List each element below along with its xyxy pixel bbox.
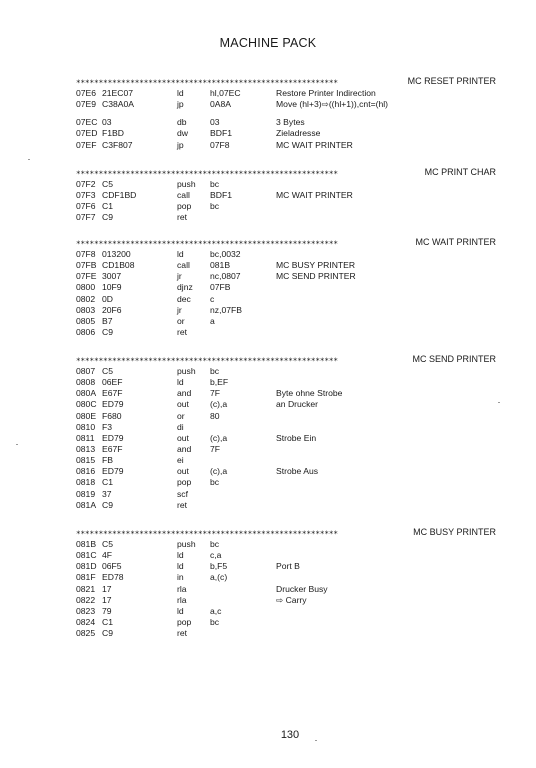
opcode-bytes: C1 bbox=[102, 616, 113, 627]
address: 0821 bbox=[76, 583, 96, 594]
address: 0815 bbox=[76, 455, 96, 466]
address: 081D bbox=[76, 561, 97, 572]
mnemonic: ret bbox=[177, 326, 188, 337]
address: 07F8 bbox=[76, 249, 96, 259]
code-line bbox=[76, 422, 496, 433]
opcode-bytes: 03 bbox=[102, 117, 112, 128]
mnemonic: push bbox=[177, 366, 196, 376]
mnemonic: ret bbox=[177, 212, 188, 223]
code-line bbox=[76, 212, 496, 223]
code-line bbox=[76, 500, 496, 511]
section-header bbox=[76, 236, 496, 249]
code-line bbox=[76, 477, 496, 488]
address: 0807 bbox=[76, 366, 96, 376]
opcode-bytes: CDF1BD bbox=[102, 190, 137, 201]
code-line bbox=[76, 316, 496, 327]
operand: 0A8A bbox=[210, 99, 232, 110]
address: 0805 bbox=[76, 315, 96, 326]
comment: ⇨ Carry bbox=[276, 594, 307, 605]
mnemonic: push bbox=[177, 539, 196, 549]
code-section bbox=[76, 236, 496, 338]
code-line bbox=[76, 366, 496, 377]
operand: c bbox=[210, 293, 215, 304]
opcode-bytes: CD1B08 bbox=[102, 260, 135, 271]
mnemonic: pop bbox=[177, 616, 192, 627]
scan-speck bbox=[16, 444, 18, 445]
opcode-bytes: 17 bbox=[102, 594, 112, 605]
mnemonic: rla bbox=[177, 594, 187, 605]
opcode-bytes: C9 bbox=[102, 212, 113, 223]
code-line bbox=[76, 584, 496, 595]
mnemonic: push bbox=[177, 179, 196, 189]
opcode-bytes: C5 bbox=[102, 366, 113, 376]
opcode-bytes: 3007 bbox=[102, 271, 122, 282]
mnemonic: djnz bbox=[177, 282, 193, 293]
code-line bbox=[76, 179, 496, 190]
opcode-bytes: ED79 bbox=[102, 432, 124, 443]
comment: Restore Printer Indirection bbox=[276, 88, 376, 98]
opcode-bytes: 0D bbox=[102, 293, 113, 304]
operand: a,(c) bbox=[210, 572, 228, 583]
mnemonic: ld bbox=[177, 561, 184, 572]
mnemonic: out bbox=[177, 432, 189, 443]
mnemonic: ret bbox=[177, 499, 188, 510]
opcode-bytes: ED79 bbox=[102, 399, 124, 410]
mnemonic: out bbox=[177, 399, 189, 410]
mnemonic: jr bbox=[177, 304, 182, 315]
address: 0810 bbox=[76, 421, 96, 432]
code-line bbox=[76, 561, 496, 572]
mnemonic: in bbox=[177, 572, 184, 583]
page-number: 130 bbox=[280, 729, 300, 741]
scan-speck bbox=[315, 740, 317, 741]
comment: MC BUSY PRINTER bbox=[276, 260, 356, 271]
operand: hl,07EC bbox=[210, 88, 241, 98]
opcode-bytes: FB bbox=[102, 455, 113, 466]
section-header bbox=[76, 353, 496, 366]
operand: (c),a bbox=[210, 466, 228, 477]
mnemonic: pop bbox=[177, 201, 192, 212]
operand: c,a bbox=[210, 550, 222, 561]
section-title: MC SEND PRINTER bbox=[409, 353, 496, 366]
operand: nc,0807 bbox=[210, 271, 241, 282]
section-title: MC BUSY PRINTER bbox=[410, 526, 496, 539]
code-line bbox=[76, 305, 496, 316]
mnemonic: dec bbox=[177, 293, 191, 304]
opcode-bytes: 4F bbox=[102, 550, 113, 561]
section-title: MC WAIT PRINTER bbox=[413, 236, 497, 249]
operand: 07F8 bbox=[210, 139, 230, 150]
code-section bbox=[76, 353, 496, 511]
code-line bbox=[76, 260, 496, 271]
code-line bbox=[76, 388, 496, 399]
code-line bbox=[76, 455, 496, 466]
comment: Port B bbox=[276, 561, 300, 572]
comment: MC SEND PRINTER bbox=[276, 271, 356, 282]
operand: a bbox=[210, 315, 215, 326]
address: 07F2 bbox=[76, 179, 96, 189]
opcode-bytes: 21EC07 bbox=[102, 88, 134, 98]
address: 0819 bbox=[76, 488, 96, 499]
code-section bbox=[76, 166, 496, 224]
comment: Drucker Busy bbox=[276, 583, 328, 594]
section-title: MC PRINT CHAR bbox=[422, 166, 496, 179]
code-line bbox=[76, 271, 496, 282]
mnemonic: or bbox=[177, 315, 185, 326]
opcode-bytes: C5 bbox=[102, 179, 113, 189]
operand: b,EF bbox=[210, 377, 229, 388]
address: 0813 bbox=[76, 443, 96, 454]
operand: 07FB bbox=[210, 282, 231, 293]
address: 0800 bbox=[76, 282, 96, 293]
code-section bbox=[76, 526, 496, 639]
mnemonic: jr bbox=[177, 271, 182, 282]
address: 0811 bbox=[76, 432, 95, 443]
opcode-bytes: F680 bbox=[102, 410, 122, 421]
opcode-bytes: ED79 bbox=[102, 466, 124, 477]
section-header bbox=[76, 166, 496, 179]
mnemonic: ld bbox=[177, 605, 184, 616]
opcode-bytes: C5 bbox=[102, 539, 113, 549]
opcode-bytes: F3 bbox=[102, 421, 113, 432]
code-line bbox=[76, 294, 496, 305]
address: 07F3 bbox=[76, 190, 96, 201]
code-line bbox=[76, 606, 496, 617]
code-line bbox=[76, 411, 496, 422]
opcode-bytes: B7 bbox=[102, 315, 113, 326]
operand: BDF1 bbox=[210, 190, 232, 201]
operand: nz,07FB bbox=[210, 304, 243, 315]
operand: 7F bbox=[210, 443, 221, 454]
comment: Zieladresse bbox=[276, 128, 321, 139]
asterisk-divider: ∗∗∗∗∗∗∗∗∗∗∗∗∗∗∗∗∗∗∗∗∗∗∗∗∗∗∗∗∗∗∗∗∗∗∗∗∗∗∗∗∗∗∗∗∗∗∗∗∗∗∗∗∗∗∗∗∗∗ bbox=[76, 528, 338, 537]
opcode-bytes: C1 bbox=[102, 477, 113, 488]
operand: a,c bbox=[210, 605, 222, 616]
comment: Strobe Ein bbox=[276, 432, 317, 443]
opcode-bytes: C3F807 bbox=[102, 139, 133, 150]
mnemonic: di bbox=[177, 421, 184, 432]
code-line bbox=[76, 433, 496, 444]
mnemonic: db bbox=[177, 117, 187, 128]
opcode-bytes: F1BD bbox=[102, 128, 124, 139]
address: 0825 bbox=[76, 628, 96, 639]
opcode-bytes: C9 bbox=[102, 326, 113, 337]
code-line bbox=[76, 201, 496, 212]
asterisk-divider: ∗∗∗∗∗∗∗∗∗∗∗∗∗∗∗∗∗∗∗∗∗∗∗∗∗∗∗∗∗∗∗∗∗∗∗∗∗∗∗∗∗∗∗∗∗∗∗∗∗∗∗∗∗∗∗∗∗∗ bbox=[76, 77, 338, 86]
comment: Move (hl+3)⇨((hl+1)),cnt=(hl) bbox=[276, 99, 389, 110]
operand: bc bbox=[210, 477, 220, 488]
code-line bbox=[76, 88, 496, 99]
address: 07F6 bbox=[76, 201, 96, 212]
comment: Byte ohne Strobe bbox=[276, 388, 343, 399]
address: 081B bbox=[76, 539, 97, 549]
scan-speck bbox=[28, 159, 30, 160]
mnemonic: jp bbox=[177, 139, 184, 150]
scan-speck bbox=[498, 402, 500, 403]
opcode-bytes: E67F bbox=[102, 388, 123, 399]
code-line bbox=[76, 249, 496, 260]
code-line bbox=[76, 117, 496, 128]
asterisk-divider: ∗∗∗∗∗∗∗∗∗∗∗∗∗∗∗∗∗∗∗∗∗∗∗∗∗∗∗∗∗∗∗∗∗∗∗∗∗∗∗∗∗∗∗∗∗∗∗∗∗∗∗∗∗∗∗∗∗∗ bbox=[76, 238, 338, 247]
address: 081F bbox=[76, 572, 96, 583]
address: 0818 bbox=[76, 477, 96, 488]
mnemonic: and bbox=[177, 388, 192, 399]
address: 07E6 bbox=[76, 88, 97, 98]
address: 07FB bbox=[76, 260, 97, 271]
operand: bc bbox=[210, 539, 220, 549]
address: 0824 bbox=[76, 616, 96, 627]
address: 07F7 bbox=[76, 212, 96, 223]
code-line bbox=[76, 282, 496, 293]
code-line bbox=[76, 617, 496, 628]
operand: BDF1 bbox=[210, 128, 232, 139]
code-line bbox=[76, 140, 496, 151]
section-title: MC RESET PRINTER bbox=[405, 75, 496, 88]
operand: 7F bbox=[210, 388, 221, 399]
address: 07E9 bbox=[76, 99, 97, 110]
opcode-bytes: 17 bbox=[102, 583, 112, 594]
mnemonic: jp bbox=[177, 99, 184, 110]
mnemonic: rla bbox=[177, 583, 187, 594]
opcode-bytes: 10F9 bbox=[102, 282, 122, 293]
comment: an Drucker bbox=[276, 399, 319, 410]
code-line bbox=[76, 572, 496, 583]
address: 0823 bbox=[76, 605, 96, 616]
mnemonic: scf bbox=[177, 488, 188, 499]
opcode-bytes: ED78 bbox=[102, 572, 124, 583]
operand: bc bbox=[210, 366, 220, 376]
mnemonic: or bbox=[177, 410, 185, 421]
operand: 80 bbox=[210, 410, 220, 421]
code-line bbox=[76, 128, 496, 139]
address: 0803 bbox=[76, 304, 96, 315]
code-line bbox=[76, 550, 496, 561]
section-header bbox=[76, 526, 496, 539]
address: 081C bbox=[76, 550, 97, 561]
mnemonic: pop bbox=[177, 477, 192, 488]
code-line bbox=[76, 190, 496, 201]
comment: Strobe Aus bbox=[276, 466, 319, 477]
mnemonic: ld bbox=[177, 550, 184, 561]
opcode-bytes: 013200 bbox=[102, 249, 131, 259]
mnemonic: ld bbox=[177, 249, 184, 259]
opcode-bytes: 20F6 bbox=[102, 304, 122, 315]
address: 07EF bbox=[76, 139, 97, 150]
mnemonic: call bbox=[177, 260, 190, 271]
address: 080E bbox=[76, 410, 97, 421]
operand: bc bbox=[210, 179, 220, 189]
opcode-bytes: C38A0A bbox=[102, 99, 135, 110]
mnemonic: ret bbox=[177, 628, 188, 639]
operand: 03 bbox=[210, 117, 220, 128]
opcode-bytes: C9 bbox=[102, 628, 113, 639]
opcode-bytes: C9 bbox=[102, 499, 113, 510]
operand: bc bbox=[210, 616, 220, 627]
operand: (c),a bbox=[210, 399, 228, 410]
address: 07ED bbox=[76, 128, 98, 139]
address: 0822 bbox=[76, 594, 96, 605]
code-line bbox=[76, 99, 496, 110]
mnemonic: call bbox=[177, 190, 190, 201]
mnemonic: dw bbox=[177, 128, 188, 139]
opcode-bytes: E67F bbox=[102, 443, 123, 454]
asterisk-divider: ∗∗∗∗∗∗∗∗∗∗∗∗∗∗∗∗∗∗∗∗∗∗∗∗∗∗∗∗∗∗∗∗∗∗∗∗∗∗∗∗∗∗∗∗∗∗∗∗∗∗∗∗∗∗∗∗∗∗ bbox=[76, 168, 338, 177]
section-header bbox=[76, 75, 496, 88]
code-line bbox=[76, 444, 496, 455]
operand: bc bbox=[210, 201, 220, 212]
code-line bbox=[76, 377, 496, 388]
mnemonic: and bbox=[177, 443, 192, 454]
code-line bbox=[76, 466, 496, 477]
asterisk-divider: ∗∗∗∗∗∗∗∗∗∗∗∗∗∗∗∗∗∗∗∗∗∗∗∗∗∗∗∗∗∗∗∗∗∗∗∗∗∗∗∗∗∗∗∗∗∗∗∗∗∗∗∗∗∗∗∗∗∗ bbox=[76, 355, 338, 364]
mnemonic: ld bbox=[177, 377, 184, 388]
address: 07FE bbox=[76, 271, 97, 282]
address: 0816 bbox=[76, 466, 96, 477]
opcode-bytes: 06F5 bbox=[102, 561, 122, 572]
code-line bbox=[76, 628, 496, 639]
comment: 3 Bytes bbox=[276, 117, 305, 128]
opcode-bytes: C1 bbox=[102, 201, 113, 212]
operand: bc,0032 bbox=[210, 249, 241, 259]
address: 0802 bbox=[76, 293, 96, 304]
opcode-bytes: 79 bbox=[102, 605, 112, 616]
operand: 081B bbox=[210, 260, 231, 271]
opcode-bytes: 06EF bbox=[102, 377, 123, 388]
mnemonic: ld bbox=[177, 88, 184, 98]
operand: (c),a bbox=[210, 432, 228, 443]
code-line bbox=[76, 399, 496, 410]
mnemonic: ei bbox=[177, 455, 184, 466]
mnemonic: out bbox=[177, 466, 189, 477]
address: 0806 bbox=[76, 326, 96, 337]
opcode-bytes: 37 bbox=[102, 488, 112, 499]
address: 080A bbox=[76, 388, 97, 399]
address: 080C bbox=[76, 399, 97, 410]
address: 07EC bbox=[76, 117, 98, 128]
address: 0808 bbox=[76, 377, 96, 388]
code-line bbox=[76, 595, 496, 606]
code-line bbox=[76, 539, 496, 550]
comment: MC WAIT PRINTER bbox=[276, 190, 353, 201]
comment: MC WAIT PRINTER bbox=[276, 139, 353, 150]
code-section bbox=[76, 75, 496, 151]
page-title: MACHINE PACK bbox=[219, 36, 317, 50]
code-line bbox=[76, 327, 496, 338]
address: 081A bbox=[76, 499, 97, 510]
code-line bbox=[76, 489, 496, 500]
operand: b,F5 bbox=[210, 561, 228, 572]
